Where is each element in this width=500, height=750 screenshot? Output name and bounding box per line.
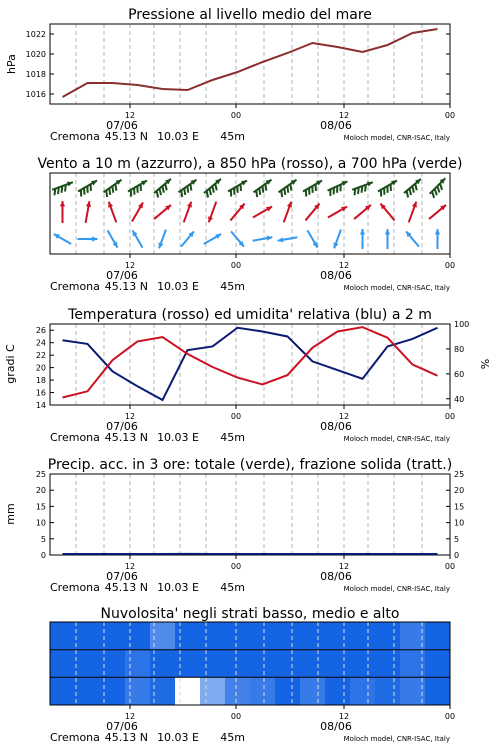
cloud-cell-basso (375, 677, 401, 705)
precip-ytick-label-right: 5 (454, 534, 460, 544)
time-tick-label: 00 (444, 712, 456, 721)
temp-ylabel: gradi C (4, 344, 17, 384)
time-tick-label: 00 (444, 412, 456, 421)
precip-title: Precip. acc. in 3 ore: totale (verde), frazione solida (tratt.) (47, 457, 453, 473)
location-city: Cremona (50, 280, 100, 293)
wind-head (287, 202, 292, 208)
wind-head (67, 182, 73, 187)
precip-panel (4, 457, 464, 560)
cloud-cell-medio (200, 650, 226, 678)
cloud-cell-basso (75, 677, 101, 705)
pressure-ytick-label: 1020 (25, 50, 46, 59)
cloud-cell-alto (75, 622, 101, 650)
wind-barb (281, 190, 282, 197)
wind-700-arrow (128, 181, 147, 197)
cloud-cell-medio (350, 650, 376, 678)
time-tick-label: 00 (444, 562, 456, 571)
date-label: 08/06 (320, 420, 352, 433)
date-label: 08/06 (320, 269, 352, 282)
wind-barb (109, 188, 110, 195)
wind-700-arrow (103, 180, 121, 197)
cloud-panel (50, 606, 451, 706)
pressure-ylabel: hPa (5, 54, 18, 74)
location-alt: 45m (220, 731, 245, 744)
temp-ytick-label: 18 (35, 376, 46, 386)
time-tick-label: 12 (124, 712, 136, 721)
location-alt: 45m (220, 280, 245, 293)
location-lon: 10.03 E (157, 431, 199, 444)
time-tick-label: 00 (230, 412, 242, 421)
wind-barb (284, 188, 285, 195)
wind-10m-arrow (253, 236, 273, 241)
wind-700-arrow (154, 179, 171, 198)
date-label: 08/06 (320, 720, 352, 733)
wind-barb (62, 186, 63, 193)
precip-ytick-label-right: 25 (454, 470, 465, 479)
wind-head (158, 242, 163, 248)
wind-barb (115, 184, 116, 191)
time-tick-label: 00 (230, 261, 242, 270)
wind-700-arrow (352, 182, 373, 196)
pressure-title: Pressione al livello medio del mare (128, 7, 372, 23)
wind-700-arrow (430, 178, 446, 198)
wind-head (412, 202, 417, 208)
wind-barb (159, 189, 161, 196)
time-tick-label: 00 (230, 712, 242, 721)
cloud-cell-basso (250, 677, 276, 705)
location-city: Cremona (50, 130, 100, 143)
time-tick-label: 12 (124, 111, 136, 120)
cloud-cell-medio (225, 650, 251, 678)
cloud-cell-alto (375, 622, 401, 650)
wind-head (108, 202, 113, 208)
wind-head (333, 242, 338, 248)
precip-ytick-label-right: 20 (454, 486, 465, 496)
wind-850-arrow (60, 201, 65, 223)
temp-ytick-label: 22 (35, 351, 46, 361)
humidity-ytick-label: 40 (454, 394, 465, 404)
wind-10m-arrow (360, 229, 365, 249)
wind-barb (262, 186, 263, 193)
wind-barb (190, 184, 191, 191)
cloud-cell-alto (200, 622, 226, 650)
pressure-ytick-label: 1016 (25, 90, 46, 99)
cloud-cell-medio (175, 650, 201, 678)
time-tick-label: 12 (338, 111, 350, 120)
location-alt: 45m (220, 581, 245, 594)
pressure-line (63, 29, 438, 97)
wind-barb (354, 189, 355, 196)
wind-barb (256, 190, 257, 197)
wind-barb (412, 186, 414, 193)
wind-head (187, 202, 192, 208)
location-alt: 45m (220, 431, 245, 444)
wind-barb (106, 190, 107, 197)
humidity-line (63, 328, 438, 400)
wind-head (367, 182, 373, 187)
time-tick-label: 12 (338, 712, 350, 721)
wind-barb (409, 189, 411, 196)
wind-barb (181, 190, 182, 197)
wind-850-arrow (409, 202, 417, 223)
temp-ytick-label: 26 (35, 326, 46, 336)
pressure-ytick-label: 1018 (25, 70, 46, 79)
cloud-cell-basso (125, 677, 151, 705)
cloud-cell-basso (50, 677, 76, 705)
cloud-cell-basso (200, 677, 226, 705)
time-tick-label: 00 (444, 111, 456, 120)
precip-ylabel: mm (4, 503, 17, 525)
date-label: 07/06 (106, 119, 138, 132)
wind-title: Vento a 10 m (azzurro), a 850 hPa (rosso), a 700 hPa (verde) (37, 156, 463, 172)
wind-700-arrow (278, 180, 296, 197)
date-label: 07/06 (106, 720, 138, 733)
wind-10m-arrow (108, 230, 118, 247)
wind-barb (287, 186, 288, 193)
wind-850-arrow (253, 207, 272, 218)
cloud-cell-basso (275, 677, 301, 705)
cloud-cell-alto (250, 622, 276, 650)
location-lon: 10.03 E (157, 581, 199, 594)
model-credit: Moloch model, CNR-ISAC, Italy (343, 284, 450, 292)
date-label: 07/06 (106, 269, 138, 282)
wind-barb (435, 189, 437, 195)
cloud-cell-alto (325, 622, 351, 650)
wind-barb (440, 184, 442, 190)
wind-head (208, 216, 213, 222)
location-city: Cremona (50, 581, 100, 594)
wind-10m-arrow (333, 230, 340, 249)
wind-10m-arrow (78, 236, 98, 241)
wind-barb (112, 186, 113, 193)
location-city: Cremona (50, 731, 100, 744)
cloud-cell-basso (325, 677, 351, 705)
cloud-cell-alto (125, 622, 151, 650)
time-tick-label: 12 (124, 412, 136, 421)
wind-10m-arrow (54, 234, 71, 244)
wind-barb (415, 184, 417, 191)
location-city: Cremona (50, 431, 100, 444)
wind-barb (184, 188, 185, 195)
wind-850-arrow (429, 205, 446, 219)
wind-10m-arrow (406, 231, 419, 246)
precip-ytick-label: 5 (40, 534, 46, 544)
wind-10m-arrow (385, 229, 390, 249)
wind-10m-arrow (308, 230, 318, 247)
wind-850-arrow (154, 205, 171, 219)
wind-head (60, 201, 65, 206)
temp-ytick-label: 24 (35, 338, 46, 348)
cloud-cell-basso (300, 677, 326, 705)
cloud-cell-basso (425, 677, 451, 705)
cloud-cell-medio (375, 650, 401, 678)
wind-barb (58, 187, 59, 194)
wind-700-arrow (178, 180, 196, 197)
pressure-ytick-label: 1022 (25, 30, 46, 39)
wind-850-arrow (380, 204, 394, 221)
location-lon: 10.03 E (157, 731, 199, 744)
wind-850-arrow (230, 204, 244, 221)
wind-panel (37, 156, 462, 254)
cloud-cell-medio (425, 650, 451, 678)
location-lat: 45.13 N (104, 731, 148, 744)
time-tick-label: 12 (124, 562, 136, 571)
wind-head (435, 229, 440, 234)
location-lon: 10.03 E (157, 130, 199, 143)
time-tick-label: 00 (230, 111, 242, 120)
temp-ytick-label: 14 (35, 401, 46, 410)
location-lon: 10.03 E (157, 280, 199, 293)
cloud-title: Nuvolosita' negli strati basso, medio e alto (100, 606, 400, 622)
date-label: 07/06 (106, 570, 138, 583)
precip-ytick-label: 0 (40, 551, 46, 560)
precip-ytick-label-right: 15 (454, 502, 465, 512)
cloud-cell-alto (50, 622, 76, 650)
wind-700-arrow (228, 181, 247, 197)
location-lat: 45.13 N (104, 431, 148, 444)
wind-barb (437, 186, 439, 192)
model-credit: Moloch model, CNR-ISAC, Italy (343, 585, 450, 593)
wind-barb (209, 189, 211, 196)
wind-barb (362, 186, 363, 193)
time-tick-label: 00 (444, 261, 456, 270)
cloud-cell-alto (175, 622, 201, 650)
precip-ytick-label: 20 (35, 486, 46, 496)
wind-barb (259, 188, 260, 195)
wind-700-arrow (204, 179, 221, 198)
date-label: 08/06 (320, 570, 352, 583)
location-alt: 45m (220, 130, 245, 143)
cloud-cell-medio (75, 650, 101, 678)
wind-head (360, 229, 365, 234)
wind-barb (212, 186, 214, 193)
cloud-cell-basso (175, 677, 201, 705)
location-lat: 45.13 N (104, 130, 148, 143)
humidity-ytick-label: 60 (454, 369, 465, 379)
wind-barb (407, 191, 409, 198)
precip-ytick-label-right: 0 (454, 551, 460, 560)
temp-ytick-label: 20 (35, 363, 46, 373)
wind-barb (54, 189, 55, 196)
precip-ytick-label: 15 (35, 502, 46, 512)
cloud-cell-medio (125, 650, 151, 678)
time-tick-label: 12 (124, 261, 136, 270)
pressure-panel (5, 7, 450, 104)
wind-barb (265, 184, 266, 191)
model-credit: Moloch model, CNR-ISAC, Italy (343, 735, 450, 743)
wind-700-arrow (253, 180, 271, 197)
wind-10m-arrow (181, 231, 194, 246)
wind-head (92, 236, 97, 241)
wind-head (385, 229, 390, 234)
precip-ytick-label-right: 10 (454, 518, 465, 528)
wind-barb (165, 184, 167, 191)
date-label: 08/06 (320, 119, 352, 132)
temperature-line (63, 327, 438, 397)
precip-ytick-label: 10 (35, 518, 46, 528)
time-tick-label: 00 (230, 562, 242, 571)
temp-ytick-label: 16 (35, 388, 46, 398)
cloud-cell-medio (50, 650, 76, 678)
cloud-cell-basso (350, 677, 376, 705)
wind-barb (187, 186, 188, 193)
date-label: 07/06 (106, 420, 138, 433)
model-credit: Moloch model, CNR-ISAC, Italy (343, 134, 450, 142)
wind-700-arrow (52, 182, 73, 196)
wind-barb (215, 184, 217, 191)
wind-10m-arrow (231, 231, 244, 246)
humidity-ytick-label: 100 (454, 320, 470, 329)
wind-700-arrow (78, 181, 97, 197)
model-credit: Moloch model, CNR-ISAC, Italy (343, 435, 450, 443)
precip-ytick-label: 25 (35, 470, 46, 479)
wind-barb (432, 191, 434, 197)
cloud-cell-medio (300, 650, 326, 678)
wind-barb (157, 191, 159, 198)
cloud-cell-medio (325, 650, 351, 678)
time-tick-label: 12 (338, 412, 350, 421)
wind-barb (65, 185, 66, 192)
cloud-cell-alto (300, 622, 326, 650)
wind-barb (162, 186, 164, 193)
pressure-plot-frame (50, 24, 450, 104)
temp-panel (4, 307, 492, 410)
precip-plot-frame (50, 474, 450, 555)
humidity-ylabel: % (479, 358, 492, 370)
cloud-cell-alto (350, 622, 376, 650)
wind-barb (365, 185, 366, 192)
wind-10m-arrow (158, 230, 165, 249)
wind-850-arrow (86, 201, 91, 223)
cloud-cell-alto (425, 622, 451, 650)
location-lat: 45.13 N (104, 280, 148, 293)
cloud-cell-alto (275, 622, 301, 650)
wind-850-arrow (284, 202, 292, 223)
wind-10m-arrow (278, 237, 298, 242)
location-lat: 45.13 N (104, 581, 148, 594)
wind-850-arrow (132, 202, 143, 221)
temp-title: Temperatura (rosso) ed umidita' relativa (blu) a 2 m (68, 307, 432, 323)
wind-barb (207, 191, 209, 198)
time-tick-label: 12 (338, 562, 350, 571)
wind-700-arrow (404, 179, 421, 198)
cloud-cell-basso (225, 677, 251, 705)
time-tick-label: 12 (338, 261, 350, 270)
cloud-cell-medio (250, 650, 276, 678)
wind-850-arrow (305, 204, 319, 221)
cloud-cell-alto (225, 622, 251, 650)
humidity-ytick-label: 80 (454, 344, 465, 354)
wind-700-arrow (303, 181, 322, 197)
wind-850-arrow (184, 202, 192, 223)
wind-10m-arrow (133, 230, 143, 247)
wind-850-arrow (208, 202, 216, 223)
wind-10m-arrow (435, 229, 440, 249)
cloud-cell-medio (275, 650, 301, 678)
wind-850-arrow (108, 202, 116, 223)
wind-barb (290, 184, 291, 191)
wind-barb (358, 187, 359, 194)
